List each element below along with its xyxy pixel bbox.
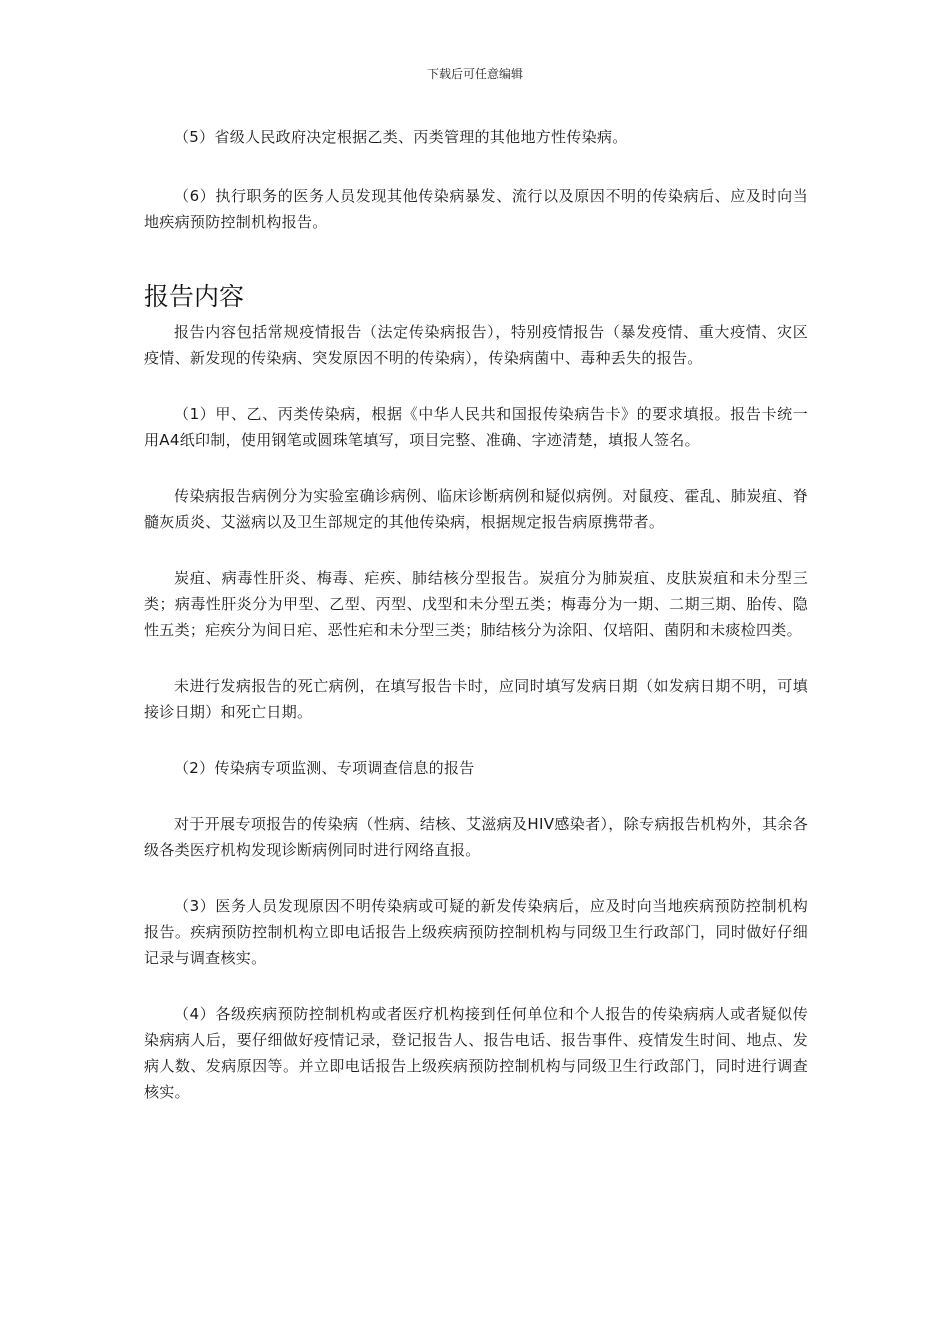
- paragraph-item-4: （4）各级疾病预防控制机构或者医疗机构接到任何单位和个人报告的传染病病人或者疑似传染病病人后，要仔细做好疫情记录，登记报告人、报告电话、报告事件、疫情发生时间、地点、发病人数、发病原因等。并立即电话报告上级疾病预防控制机构与同级卫生行政部门，同时进行调查核实。: [144, 1005, 808, 1101]
- section-heading: 报告内容: [144, 282, 245, 311]
- paragraph-death-cases: 未进行发病报告的死亡病例，在填写报告卡时，应同时填写发病日期（如发病日期不明，可填接诊日期）和死亡日期。: [144, 677, 808, 721]
- paragraph-subtype-report: 炭疽、病毒性肝炎、梅毒、疟疾、肺结核分型报告。炭疽分为肺炭疽、皮肤炭疽和未分型三类；病毒性肝炎分为甲型、乙型、丙型、戊型和未分型五类；梅毒分为一期、二期三期、胎传、隐性五类；疟疾分为间日疟、恶性疟和未分型三类；肺结核分为涂阳、仅培阳、菌阴和未痰检四类。: [144, 569, 808, 639]
- paragraph-case-types: 传染病报告病例分为实验室确诊病例、临床诊断病例和疑似病例。对鼠疫、霍乱、肺炭疽、脊髓灰质炎、艾滋病以及卫生部规定的其他传染病，根据规定报告病原携带者。: [144, 487, 808, 531]
- paragraph-item-5: （5）省级人民政府决定根据乙类、丙类管理的其他地方性传染病。: [174, 128, 628, 146]
- paragraph-class-abc: （1）甲、乙、丙类传染病，根据《中华人民共和国报传染病告卡》的要求填报。报告卡统一用A4纸印制，使用钢笔或圆珠笔填写，项目完整、准确、字迹清楚，填报人签名。: [144, 405, 808, 449]
- paragraph-special-report: 对于开展专项报告的传染病（性病、结核、艾滋病及HIV感染者），除专病报告机构外，其余各级各类医疗机构发现诊断病例同时进行网络直报。: [144, 815, 808, 859]
- paragraph-report-content: 报告内容包括常规疫情报告（法定传染病报告），特别疫情报告（暴发疫情、重大疫情、灾区疫情、新发现的传染病、突发原因不明的传染病），传染病菌中、毒种丢失的报告。: [144, 323, 808, 367]
- document-body: [144, 124, 808, 1105]
- page-header: 下载后可任意编辑: [426, 67, 523, 81]
- paragraph-item-2: （2）传染病专项监测、专项调查信息的报告: [174, 759, 475, 777]
- paragraph-item-6: （6）执行职务的医务人员发现其他传染病暴发、流行以及原因不明的传染病后、应及时向当地疾病预防控制机构报告。: [144, 187, 808, 231]
- paragraph-item-3: （3）医务人员发现原因不明传染病或可疑的新发传染病后，应及时向当地疾病预防控制机构报告。疾病预防控制机构立即电话报告上级疾病预防控制机构与同级卫生行政部门，同时做好仔细记录与调查核实。: [144, 897, 808, 967]
